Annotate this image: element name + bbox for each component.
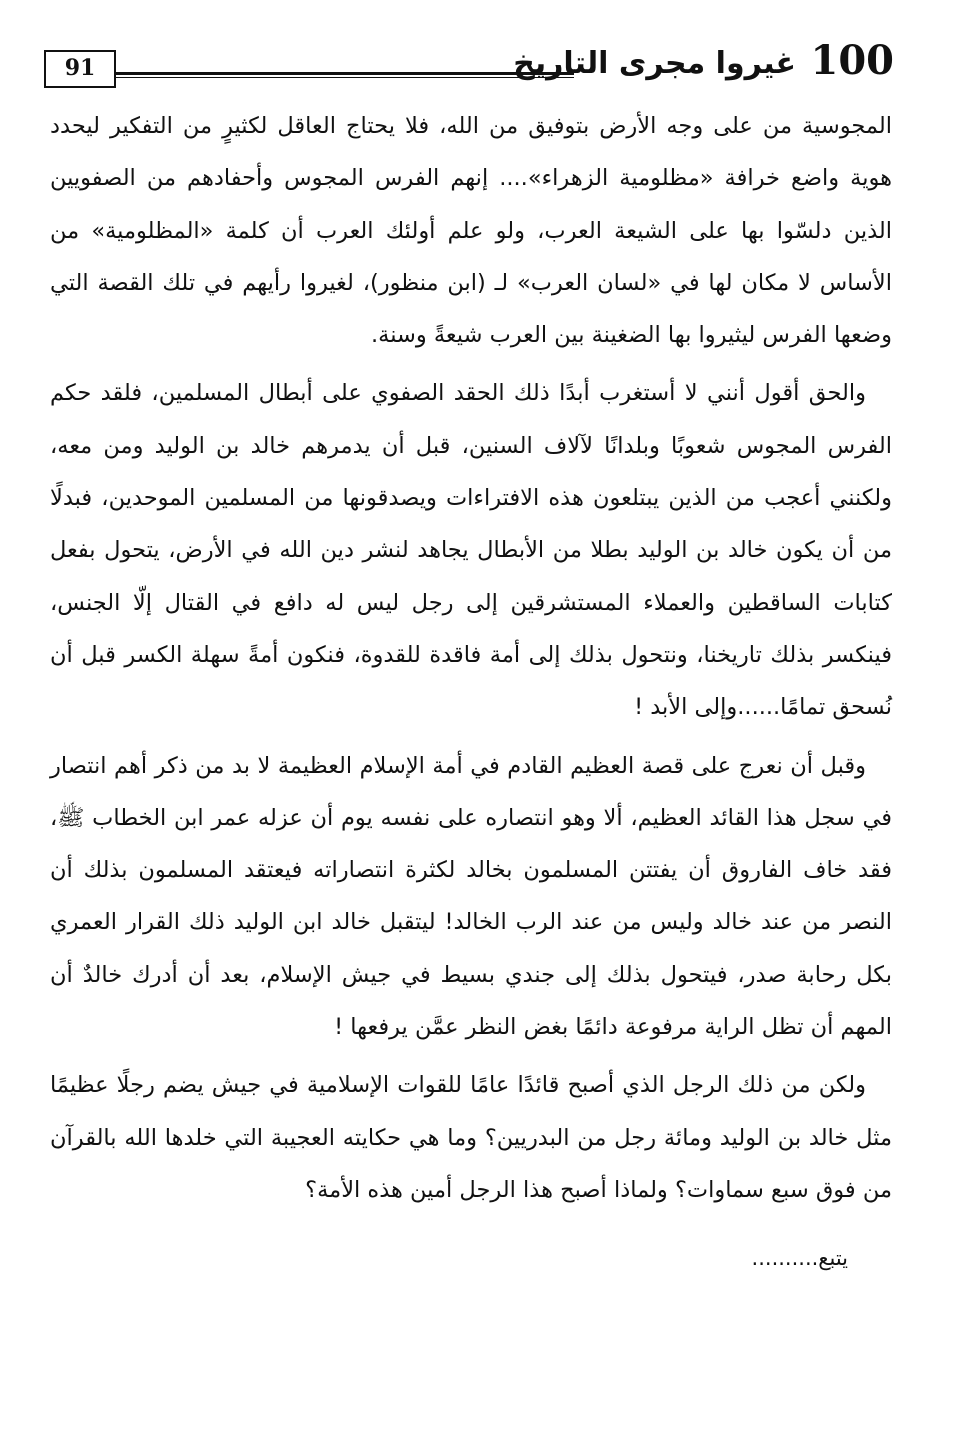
- paragraph: وقبل أن نعرج على قصة العظيم القادم في أمة الإسلام العظيمة لا بد من ذكر أهم انتصار في سجل هذا القائد العظيم، ألا وهو انتصاره على نفسه يوم أن عزله عمر ابن الخطاب ﷺ، فقد خاف الفاروق أن يفتتن المسلمون بخالد لكثرة انتصاراته فيعتقد المسلمون بذلك أن النصر من عند خالد وليس من عند الرب الخالد! ليتقبل خالد ابن الوليد ذلك القرار العمري بكل رحابة صدر، فيتحول بذلك إلى جندي بسيط في جيش الإسلام، بعد أن أدرك خالدٌ أن المهم أن تظل الراية مرفوعة دائمًا بغض النظر عمَّن يرفعها !: [50, 752, 892, 1041]
- paragraph: المجوسية من على وجه الأرض بتوفيق من الله، فلا يحتاج العاقل لكثيرٍ من التفكير ليحدد هوية واضع خرافة «مظلومية الزهراء».... إنهم الفرس المجوس وأحفادهم من الصفويين الذين دلسّوا بها على الشيعة العرب، ولو علم أولئك العرب أن كلمة «المظلومية» من الأساس لا مكان لها في «لسان العرب» لـ (ابن منظور)، لغيروا رأيهم في تلك القصة التي وضعها الفرس ليثيروا بها الضغينة بين العرب شيعةً وسنة.: [50, 113, 892, 349]
- paragraph: والحق أقول أنني لا أستغرب أبدًا ذلك الحقد الصفوي على أبطال المسلمين، فلقد حكم الفرس المجوس شعوبًا وبلدانًا لآلاف السنين، قبل أن يدمرهم خالد بن الوليد ومن معه، ولكنني أعجب من الذين يبتلعون هذه الافتراءات ويصدقونها من المسلمين الموحدين، فبدلًا من أن يكون خالد بن الوليد بطلا من الأبطال يجاهد لنشر دين الله في الأرض، يتحول بفعل كتابات الساقطين والعملاء المستشرقين إلى رجل ليس له دافع في القتال إلّا الجنس، فينكسر بذلك تاريخنا، ونتحول بذلك إلى أمة فاقدة للقدوة، فنكون أمةً سهلة الكسر قبل أن نُسحق تمامًا......وإلى الأبد !: [50, 380, 892, 721]
- page-number-box: 91: [44, 50, 116, 88]
- book-title: غيروا مجرى التاريخ: [513, 46, 796, 81]
- page-body: [50, 100, 892, 1216]
- paragraph: ولكن من ذلك الرجل الذي أصبح قائدًا عامًا للقوات الإسلامية في جيش يضم رجلًا عظيمًا مثل خالد بن الوليد ومائة رجل من البدريين؟ وما هي حكايته العجيبة التي خلدها الله بالقرآن من فوق سبع سماوات؟ ولماذا أصبح هذا الرجل أمين هذه الأمة؟: [50, 1072, 892, 1203]
- book-number: 100: [810, 37, 894, 84]
- page-header: [44, 36, 896, 94]
- to-be-continued: يتبع..........: [751, 1246, 848, 1270]
- header-rule: [116, 72, 574, 78]
